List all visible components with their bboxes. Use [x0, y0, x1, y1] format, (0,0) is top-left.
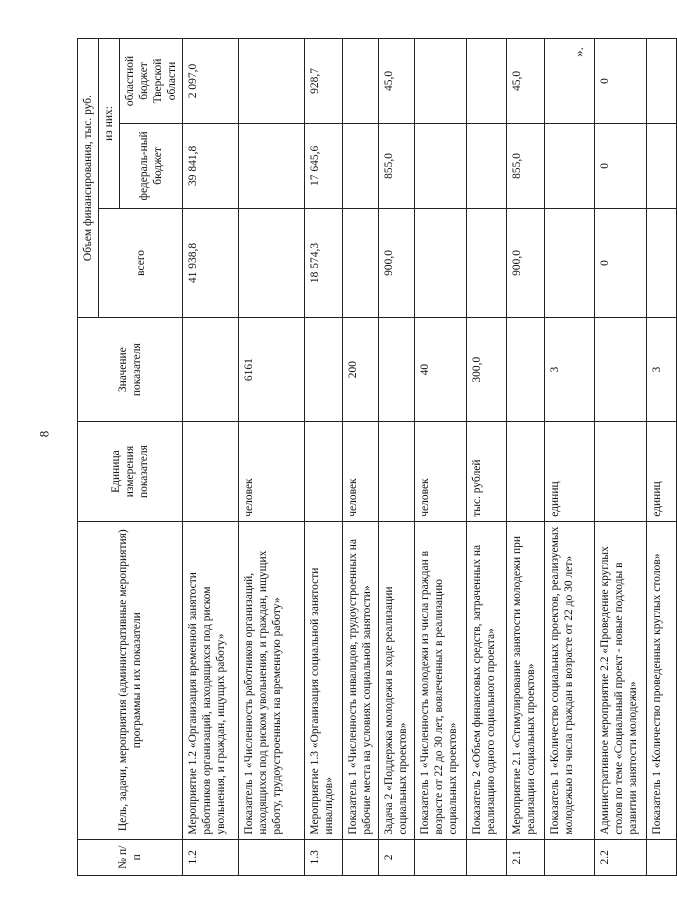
table-row — [647, 39, 677, 876]
row-total — [545, 208, 595, 317]
row-federal — [343, 123, 379, 208]
row-total — [647, 208, 677, 317]
row-value — [595, 318, 647, 422]
row-value: 3 — [545, 318, 595, 422]
row-regional — [647, 39, 677, 124]
row-regional — [467, 39, 507, 124]
row-total: 41 938,8 — [183, 208, 239, 317]
row-goal: Показатель 1 «Количество социальных проектов, реализуемых молодежью из числа граждан в возрасте от 22 до 30 лет» — [545, 521, 595, 839]
row-num — [343, 839, 379, 875]
row-goal: Мероприятие 1.2 «Организация временной занятости работников организаций, находящихся под риском увольнения, и граждан, ищущих работу» — [183, 521, 239, 839]
row-total: 18 574,3 — [305, 208, 343, 317]
row-federal: 17 645,6 — [305, 123, 343, 208]
row-num — [239, 839, 305, 875]
page-number: 8 — [36, 430, 52, 438]
header-unit: Единица измерения показателя — [78, 422, 183, 521]
row-value — [507, 318, 545, 422]
row-federal — [647, 123, 677, 208]
row-num — [415, 839, 467, 875]
row-num: 2.2 — [595, 839, 647, 875]
header-total: всего — [99, 208, 183, 317]
row-federal — [415, 123, 467, 208]
row-unit: единиц — [545, 422, 595, 521]
header-value: Значение показателя — [78, 318, 183, 422]
row-total: 0 — [595, 208, 647, 317]
row-goal: Задача 2 «Поддержка молодежи в ходе реализации социальных проектов» — [379, 521, 415, 839]
row-unit — [183, 422, 239, 521]
header-goal: Цель, задачи, мероприятия (административные мероприятия) программы и их показатели — [78, 521, 183, 839]
row-federal — [467, 123, 507, 208]
row-regional: 928,7 — [305, 39, 343, 124]
row-goal: Показатель 1 «Численность работников организаций, находящихся под риском увольнения, и граждан, ищущих работу, трудоустроенных на временную работу» — [239, 521, 305, 839]
row-goal: Показатель 2 «Объем финансовых средств, затраченных на реализацию одного социального проекта» — [467, 521, 507, 839]
row-num: 1.2 — [183, 839, 239, 875]
row-value — [305, 318, 343, 422]
row-regional: 45,0 — [379, 39, 415, 124]
row-num: 2.1 — [507, 839, 545, 875]
row-goal: Показатель 1 «Количество проведенных круглых столов» — [647, 521, 677, 839]
row-total: 900,0 — [379, 208, 415, 317]
row-unit: человек — [239, 422, 305, 521]
row-num — [647, 839, 677, 875]
row-regional: 45,0 — [507, 39, 545, 124]
table-row — [379, 39, 415, 876]
row-goal: Мероприятие 1.3 «Организация социальной занятости инвалидов» — [305, 521, 343, 839]
table-row — [183, 39, 239, 876]
row-num — [545, 839, 595, 875]
row-unit: человек — [343, 422, 379, 521]
row-federal — [545, 123, 595, 208]
row-unit: человек — [415, 422, 467, 521]
closing-mark: ». — [570, 47, 586, 57]
table-row — [415, 39, 467, 876]
row-num: 2 — [379, 839, 415, 875]
row-federal: 855,0 — [507, 123, 545, 208]
row-goal: Показатель 1 «Численность инвалидов, трудоустроенных на рабочие места на условиях социальной занятости» — [343, 521, 379, 839]
row-goal: Показатель 1 «Численность молодежи из числа граждан в возрасте от 22 до 30 лет, вовлеченных в реализацию социальных проектов» — [415, 521, 467, 839]
table-row — [343, 39, 379, 876]
row-value — [183, 318, 239, 422]
row-num: 1.3 — [305, 839, 343, 875]
row-value: 6161 — [239, 318, 305, 422]
row-total: 900,0 — [507, 208, 545, 317]
row-federal — [239, 123, 305, 208]
table-row — [305, 39, 343, 876]
row-goal: Мероприятие 2.1 «Стимулирование занятости молодежи при реализации социальных проектов» — [507, 521, 545, 839]
row-federal: 855,0 — [379, 123, 415, 208]
header-federal: федераль-ный бюджет — [120, 123, 183, 208]
row-regional: 0 — [595, 39, 647, 124]
row-value: 40 — [415, 318, 467, 422]
table-row — [239, 39, 305, 876]
row-unit — [379, 422, 415, 521]
row-unit: единиц — [647, 422, 677, 521]
table-row — [595, 39, 647, 876]
row-total — [467, 208, 507, 317]
program-table — [77, 38, 677, 876]
row-value: 200 — [343, 318, 379, 422]
table-row — [467, 39, 507, 876]
row-federal: 0 — [595, 123, 647, 208]
rotated-table-wrapper — [77, 38, 664, 876]
table-row — [507, 39, 545, 876]
row-total — [343, 208, 379, 317]
row-total — [415, 208, 467, 317]
row-regional — [239, 39, 305, 124]
row-total — [239, 208, 305, 317]
row-federal: 39 841,8 — [183, 123, 239, 208]
header-num: № п/п — [78, 839, 183, 875]
header-funding: Объем финансирования, тыс. руб. — [78, 39, 99, 318]
row-value: 3 — [647, 318, 677, 422]
row-unit — [507, 422, 545, 521]
row-regional — [343, 39, 379, 124]
row-unit — [595, 422, 647, 521]
header-regional: областной бюджет Тверской области — [120, 39, 183, 124]
row-value — [379, 318, 415, 422]
row-value: 300,0 — [467, 318, 507, 422]
header-of-which: из них: — [99, 39, 120, 209]
row-num — [467, 839, 507, 875]
table-row — [545, 39, 595, 876]
row-unit — [305, 422, 343, 521]
row-goal: Административное мероприятие 2.2 «Проведение круглых столов по теме «Социальный проект - новые подходы в развитии занятости молодежи» — [595, 521, 647, 839]
row-regional — [545, 39, 595, 124]
row-unit: тыс. рублей — [467, 422, 507, 521]
table-body — [183, 39, 677, 876]
row-regional: 2 097,0 — [183, 39, 239, 124]
row-regional — [415, 39, 467, 124]
